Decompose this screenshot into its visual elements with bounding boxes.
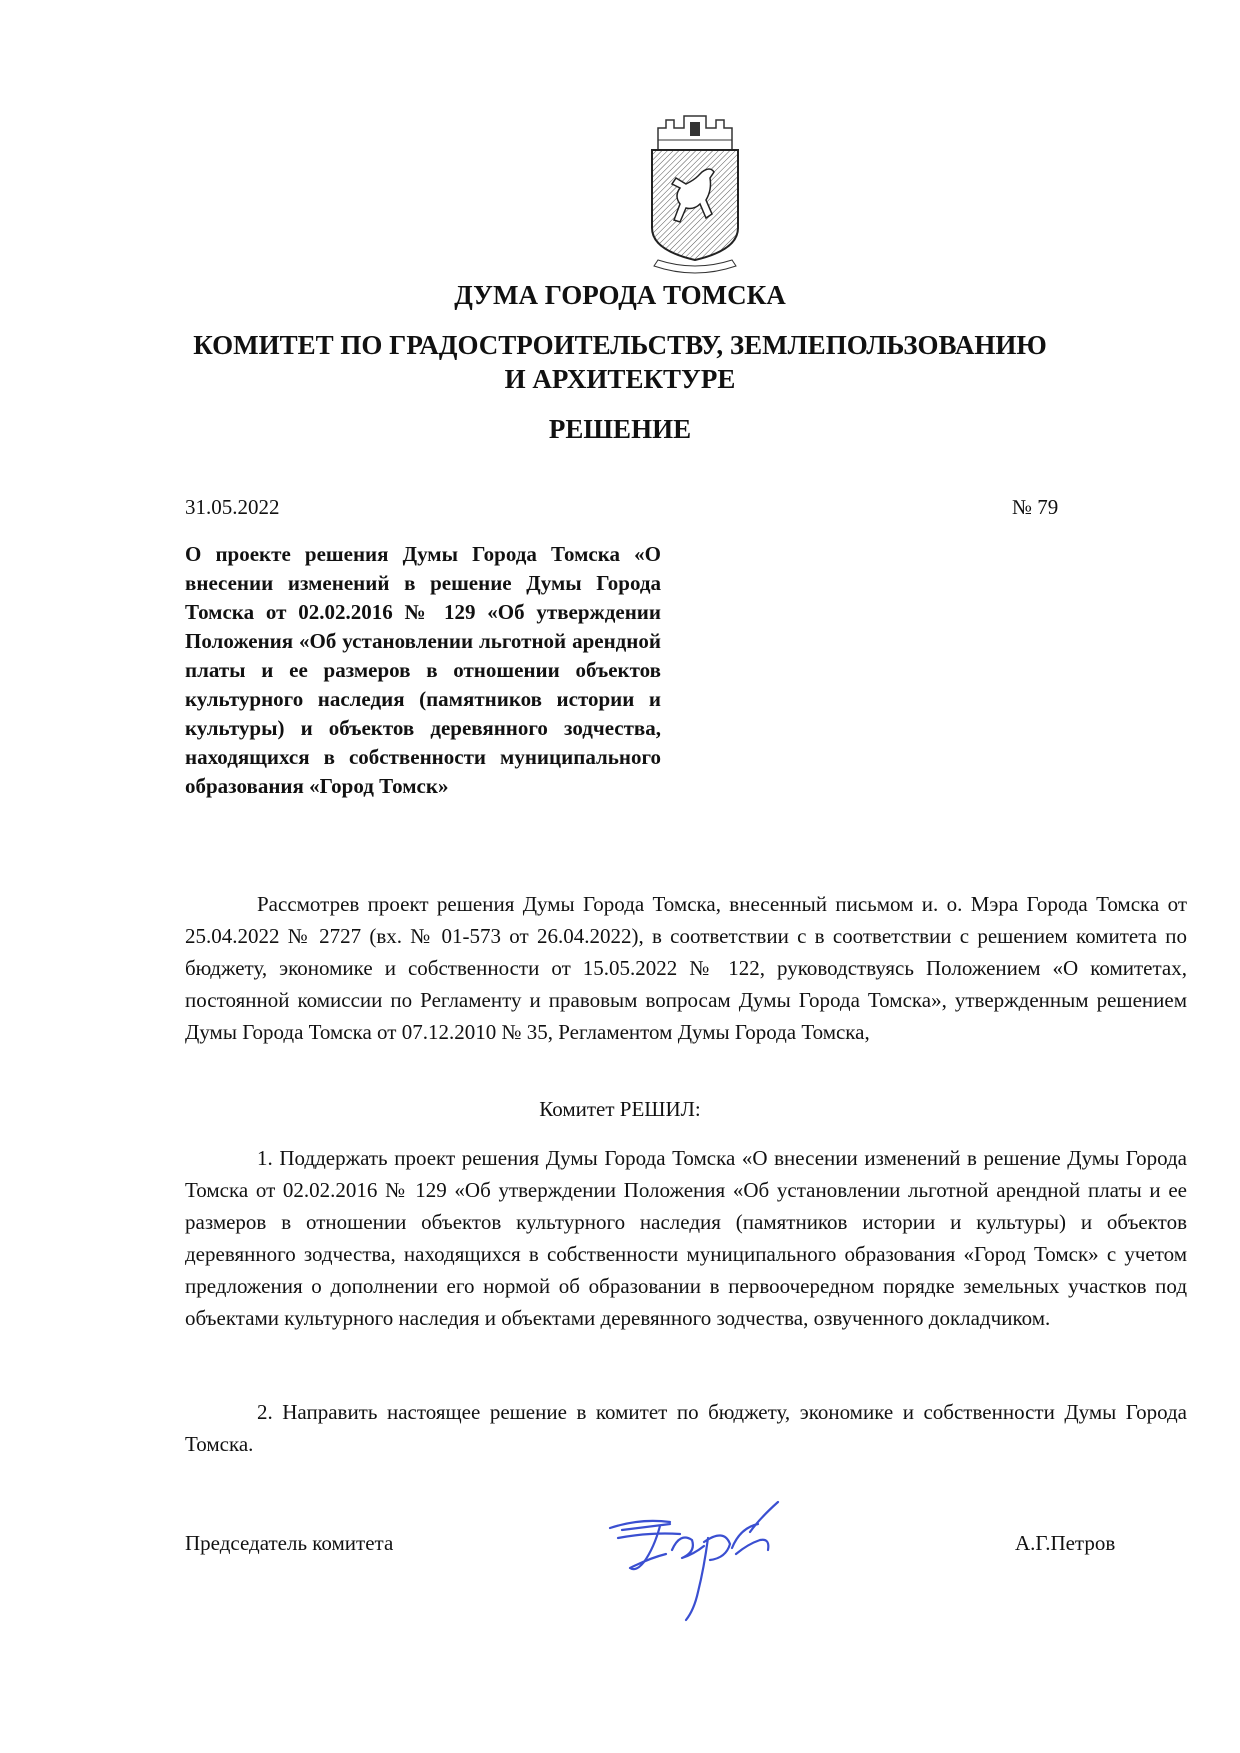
issuer-title: ДУМА ГОРОДА ТОМСКА xyxy=(454,280,786,310)
signatory-title: Председатель комитета xyxy=(185,1531,394,1555)
resolution-item-1: 1. Поддержать проект решения Думы Города Томска «О внесении изменений в решение Думы Города Томска от 02.02.2016 № 129 «Об утверждении Положения «Об установлении льготной арендной платы и ее размеров в отношении объектов культурного наследия (памятников истории и культуры) и объектов деревянного зодчества, находящихся в собственности муниципального образования «Город Томск» с учетом предложения о дополнении его нормой об образовании в первоочередном порядке земельных участков под объектами культурного наследия и объектами деревянного зодчества, озвученного докладчиком. xyxy=(185,1146,1187,1330)
committee-title xyxy=(0,328,1240,396)
preamble-paragraph: Рассмотрев проект решения Думы Города Томска, внесенный письмом и. о. Мэра Города Томска от 25.04.2022 № 2727 (вх. № 01-573 от 26.04.2022), в соответствии с в соответствии с решением комитета по бюджету, экономике и собственности от 15.05.2022 № 122, руководствуясь Положением «О комитетах, постоянной комиссии по Регламенту и правовым вопросам Думы Города Томска», утвержденным решением Думы Города Томска от 07.12.2010 № 35, Регламентом Думы Города Томска, xyxy=(185,892,1187,1044)
decision-subject: О проекте решения Думы Города Томска «О внесении изменений в решение Думы Города Томска от 02.02.2016 № 129 «Об утверждении Положения «Об установлении льготной арендной платы и ее размеров в отношении объектов культурного наследия (памятников истории и культуры) и объектов деревянного зодчества, находящихся в собственности муниципального образования «Город Томск» xyxy=(185,542,661,798)
committee-title-line-1: КОМИТЕТ ПО ГРАДОСТРОИТЕЛЬСТВУ, ЗЕМЛЕПОЛЬЗОВАНИЮ xyxy=(193,330,1047,360)
handwritten-signature xyxy=(600,1488,810,1638)
committee-title-line-2: И АРХИТЕКТУРЕ xyxy=(504,364,736,394)
document-type: РЕШЕНИЕ xyxy=(548,414,692,444)
resolved-heading: Комитет РЕШИЛ: xyxy=(539,1097,701,1121)
decision-date: 31.05.2022 xyxy=(185,495,280,519)
decision-number: № 79 xyxy=(1012,495,1059,519)
tomsk-coat-of-arms-icon xyxy=(640,110,750,282)
signatory-name: А.Г.Петров xyxy=(1015,1531,1116,1555)
resolution-item-2: 2. Направить настоящее решение в комитет по бюджету, экономике и собственности Думы Города Томска. xyxy=(185,1400,1187,1456)
